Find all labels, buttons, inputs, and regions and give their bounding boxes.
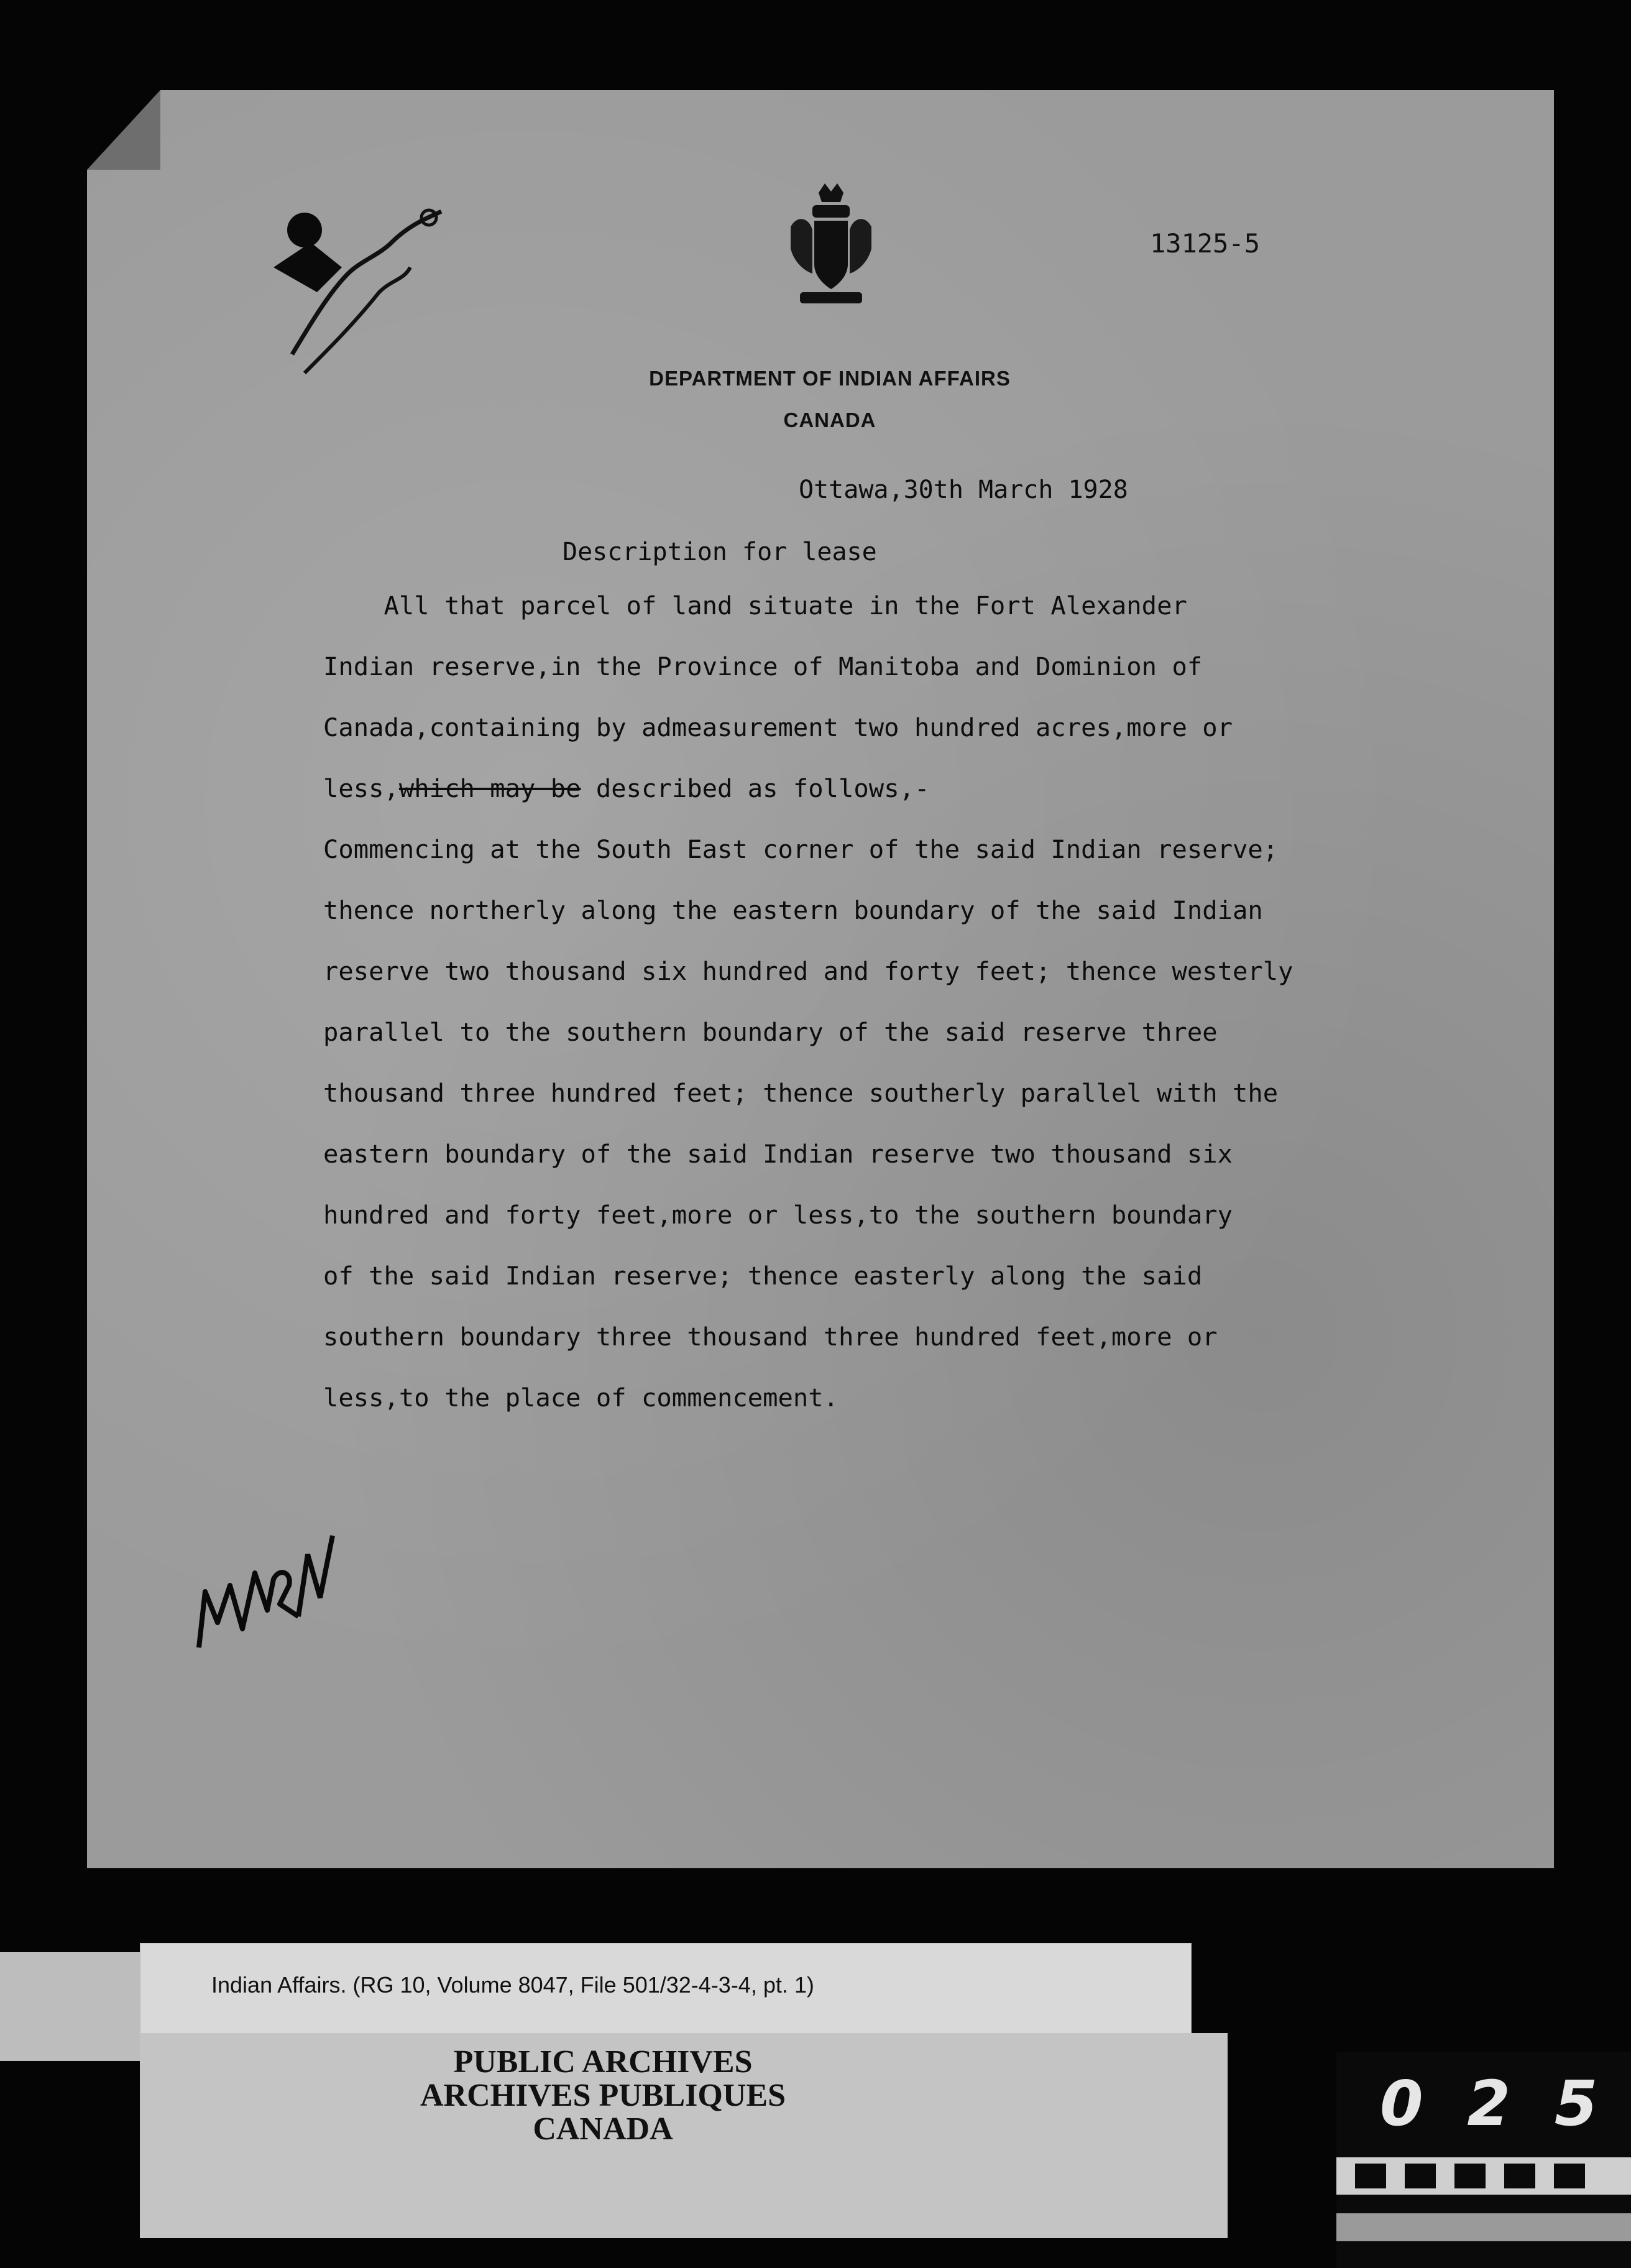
archive-stamp-line: ARCHIVES PUBLIQUES [420, 2078, 786, 2113]
body-line: thence northerly along the eastern boundary of the said Indian [323, 895, 1263, 925]
handwritten-initials [186, 1517, 342, 1654]
body-line: All that parcel of land situate in the Fort Alexander [323, 591, 1187, 620]
archive-reference: Indian Affairs. (RG 10, Volume 8047, File 501/32-4-3-4, pt. 1) [211, 1972, 814, 1998]
struck-prefix: less, [323, 773, 399, 803]
body-line: eastern boundary of the said Indian reserve two thousand six [323, 1139, 1233, 1169]
letterhead [597, 357, 1063, 441]
body-line: reserve two thousand six hundred and forty feet; thence westerly [323, 956, 1293, 986]
file-number: 13125-5 [1150, 228, 1261, 259]
body-line-struck [323, 773, 929, 803]
subject-line: Description for lease [563, 538, 877, 566]
department-title: DEPARTMENT OF INDIAN AFFAIRS [649, 367, 1011, 390]
country-title: CANADA [783, 408, 876, 431]
body-line: thousand three hundred feet; thence southerly parallel with the [323, 1078, 1279, 1108]
body-line: Indian reserve,in the Province of Manitoba and Dominion of [323, 652, 1203, 681]
frame-number: 0 2 5 [1380, 2067, 1609, 2140]
archive-stamp-line: PUBLIC ARCHIVES [453, 2044, 753, 2080]
body-line: Canada,containing by admeasurement two hundred acres,more or [323, 712, 1233, 742]
body-line: hundred and forty feet,more or less,to the southern boundary [323, 1200, 1233, 1230]
struck-suffix: described as follows,- [581, 773, 930, 803]
dateline: Ottawa,30th March 1928 [799, 476, 1128, 504]
coat-of-arms-icon [784, 180, 878, 311]
film-frame-marks [1336, 2145, 1631, 2268]
body-line: parallel to the southern boundary of the said reserve three [323, 1017, 1218, 1047]
body-line: less,to the place of commencement. [323, 1383, 839, 1413]
body-line: Commencing at the South East corner of the said Indian reserve; [323, 834, 1279, 864]
archive-stamp [385, 2045, 820, 2146]
folded-corner [87, 90, 160, 170]
body-line: of the said Indian reserve; thence easterly along the said [323, 1261, 1203, 1291]
archive-stamp-line: CANADA [533, 2111, 673, 2147]
struck-text: which may be [398, 773, 581, 803]
handwritten-annotation-top [255, 199, 454, 385]
label-tab-left [0, 1952, 140, 2061]
body-line: southern boundary three thousand three hundred feet,more or [323, 1322, 1218, 1352]
